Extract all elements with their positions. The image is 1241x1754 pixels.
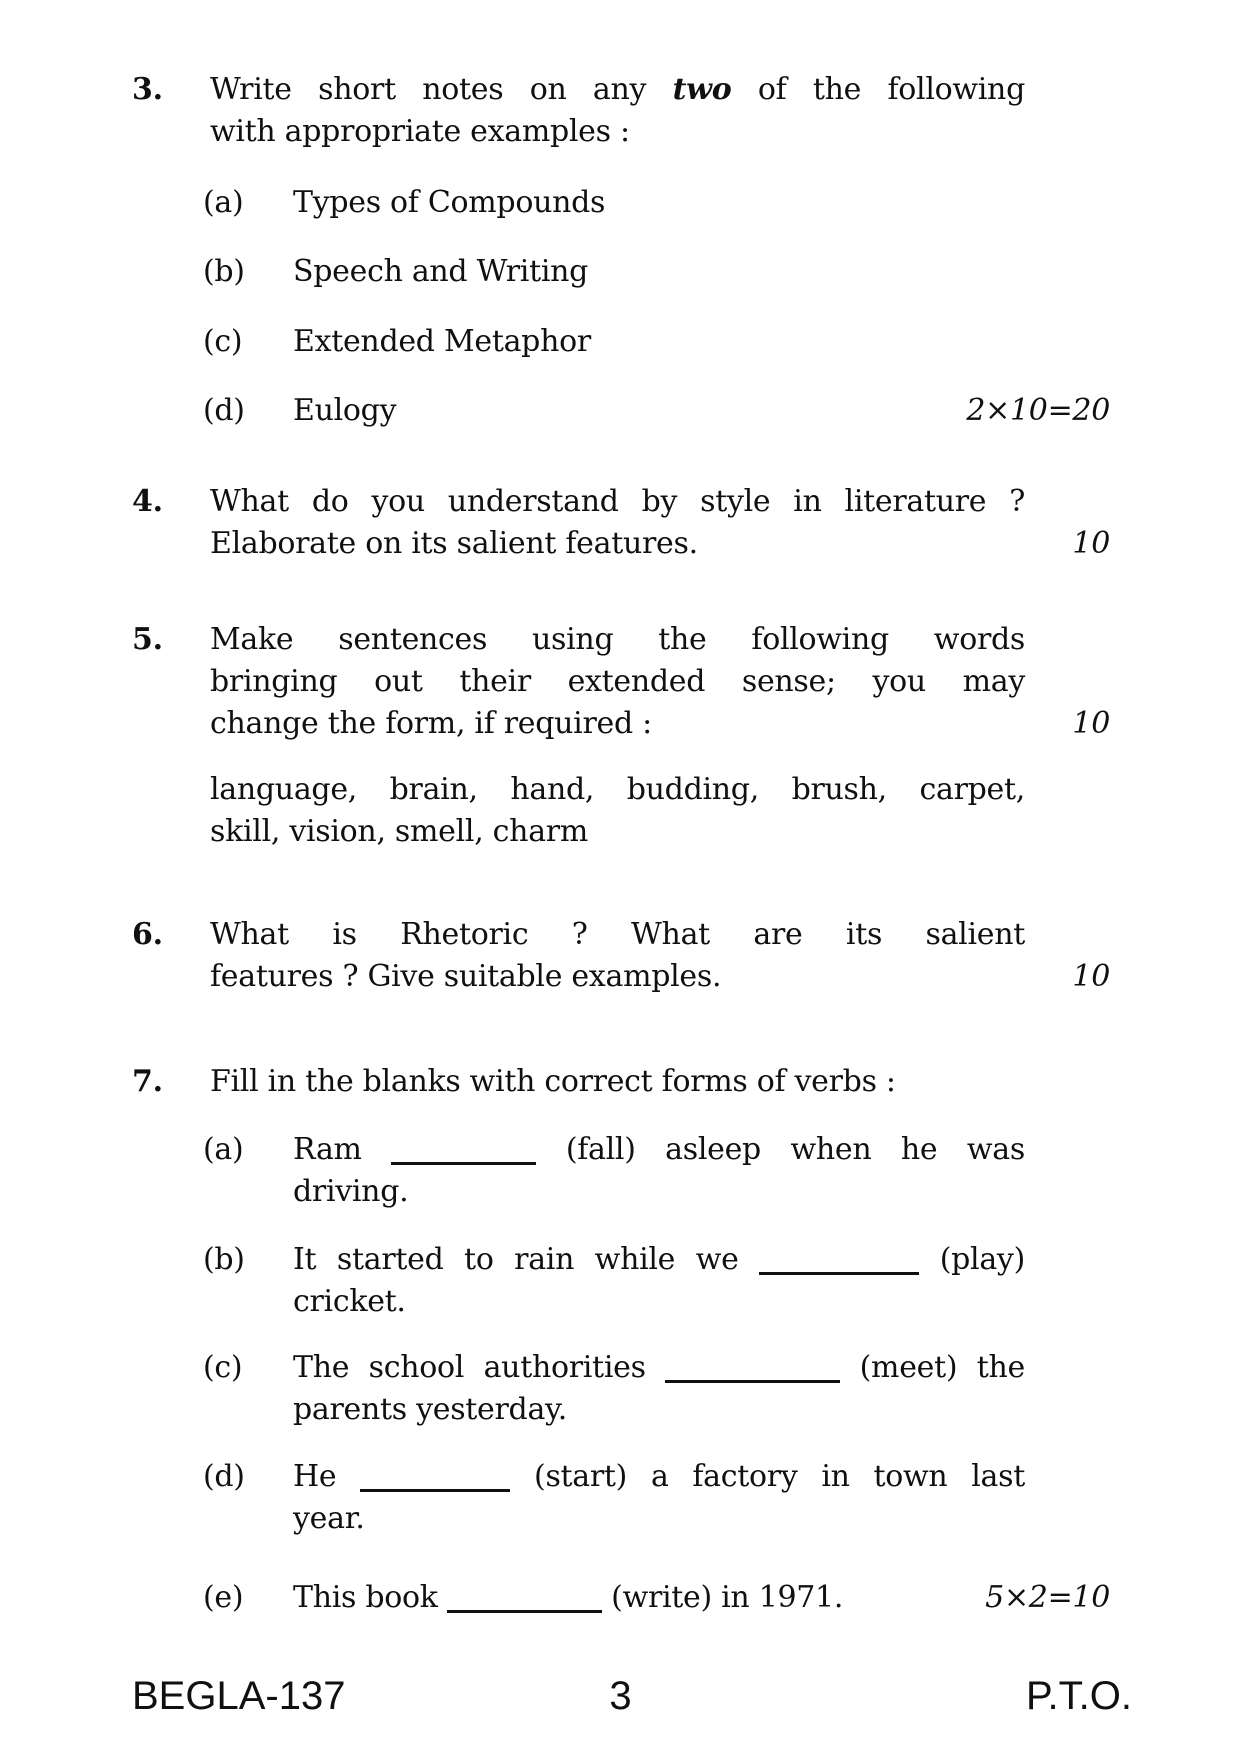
question-3-number: 3. xyxy=(132,72,163,107)
fill-in-blank-7d xyxy=(360,1485,510,1492)
question-7-number: 7. xyxy=(132,1064,163,1099)
item-7e-line-1 xyxy=(293,1577,1025,1619)
question-5-word-list xyxy=(210,769,1025,853)
question-5-line-2: bringing out their extended sense; you may xyxy=(210,664,1025,699)
question-7-marks: 5×2=10 xyxy=(985,1580,1110,1615)
item-7e-post: (write) in 1971. xyxy=(611,1580,844,1615)
fill-blank-item-7b xyxy=(203,1239,1025,1323)
question-3-body xyxy=(203,69,1110,432)
item-7d-post: (start) a factory in town last xyxy=(534,1459,1025,1494)
question-5-marks: 10 xyxy=(1072,706,1110,741)
question-6 xyxy=(132,914,1241,998)
list-item-3c-label: (c) xyxy=(203,324,243,359)
fill-blank-item-7d xyxy=(203,1456,1025,1540)
item-7b-line-1 xyxy=(293,1239,1025,1281)
list-item-3d xyxy=(203,390,1025,432)
fill-blank-item-7e xyxy=(203,1577,1025,1619)
list-item-3c-text: Extended Metaphor xyxy=(293,324,591,359)
item-7d-label: (d) xyxy=(203,1459,245,1494)
question-7 xyxy=(132,1061,1241,1619)
item-7b-post: (play) xyxy=(939,1242,1025,1277)
question-7-body xyxy=(203,1061,1110,1619)
fill-in-blank-7c xyxy=(665,1376,840,1383)
question-5-line-1: Make sentences using the following words xyxy=(210,622,1025,657)
question-4-number: 4. xyxy=(132,484,163,519)
question-3-line1-post: of the following xyxy=(757,72,1025,107)
list-item-3a-text: Types of Compounds xyxy=(293,185,606,220)
word-list-line-2: skill, vision, smell, charm xyxy=(210,814,588,849)
question-5 xyxy=(132,619,1241,853)
item-7a-pre: Ram xyxy=(293,1132,362,1167)
fill-blank-item-7a xyxy=(203,1129,1025,1213)
list-item-3d-label: (d) xyxy=(203,393,245,428)
page-footer xyxy=(0,1674,1241,1722)
fill-in-blank-7a xyxy=(391,1158,536,1165)
list-item-3a xyxy=(203,182,1025,224)
question-4-marks: 10 xyxy=(1072,526,1110,561)
question-3 xyxy=(132,69,1241,432)
item-7a-post: (fall) asleep when he was xyxy=(565,1132,1025,1167)
fill-blank-item-7c xyxy=(203,1347,1025,1431)
fill-in-blank-7e xyxy=(447,1606,602,1613)
question-3-line-1 xyxy=(210,69,1025,111)
page-number: 3 xyxy=(609,1674,632,1718)
question-5-line-3: change the form, if required : xyxy=(210,706,652,741)
list-item-3a-label: (a) xyxy=(203,185,244,220)
question-5-heading xyxy=(210,619,1110,745)
list-item-3b-text: Speech and Writing xyxy=(293,254,589,289)
question-6-line-2: features ? Give suitable examples. xyxy=(210,959,722,994)
question-6-body xyxy=(210,914,1110,998)
item-7b-pre: It started to rain while we xyxy=(293,1242,739,1277)
item-7c-line-2: parents yesterday. xyxy=(293,1392,567,1427)
question-4-line-1: What do you understand by style in literature ? xyxy=(210,484,1025,519)
question-6-line-1: What is Rhetoric ? What are its salient xyxy=(210,917,1025,952)
question-5-body xyxy=(210,619,1110,853)
item-7e-pre: This book xyxy=(293,1580,438,1615)
question-6-number: 6. xyxy=(132,917,163,952)
item-7a-line-1 xyxy=(293,1129,1025,1171)
item-7b-label: (b) xyxy=(203,1242,245,1277)
item-7c-post: (meet) the xyxy=(859,1350,1025,1385)
item-7a-line-2: driving. xyxy=(293,1174,409,1209)
question-3-line-2: with appropriate examples : xyxy=(210,114,630,149)
item-7d-pre: He xyxy=(293,1459,337,1494)
question-3-marks: 2×10=20 xyxy=(966,393,1110,428)
item-7d-line-2: year. xyxy=(293,1501,365,1536)
fill-in-blank-7b xyxy=(759,1268,919,1275)
question-6-marks: 10 xyxy=(1072,959,1110,994)
list-item-3c xyxy=(203,321,1025,363)
item-7c-label: (c) xyxy=(203,1350,243,1385)
item-7e-label: (e) xyxy=(203,1580,244,1615)
item-7d-line-1 xyxy=(293,1456,1025,1498)
word-list-line-1: language, brain, hand, budding, brush, carpet, xyxy=(210,772,1025,807)
item-7a-label: (a) xyxy=(203,1132,244,1167)
question-7-heading: Fill in the blanks with correct forms of verbs : xyxy=(210,1064,896,1099)
question-3-line1-pre: Write short notes on any xyxy=(210,72,647,107)
question-4-body xyxy=(210,481,1110,565)
list-item-3d-text: Eulogy xyxy=(293,393,397,428)
item-7c-pre: The school authorities xyxy=(293,1350,646,1385)
paper-code: BEGLA-137 xyxy=(132,1674,346,1718)
question-5-number: 5. xyxy=(132,622,163,657)
question-4-line-2: Elaborate on its salient features. xyxy=(210,526,698,561)
pto-label: P.T.O. xyxy=(1026,1674,1132,1718)
question-4 xyxy=(132,481,1241,565)
question-3-emphasis: two xyxy=(672,72,732,107)
item-7c-line-1 xyxy=(293,1347,1025,1389)
list-item-3b xyxy=(203,251,1025,293)
list-item-3b-label: (b) xyxy=(203,254,245,289)
item-7b-line-2: cricket. xyxy=(293,1284,406,1319)
